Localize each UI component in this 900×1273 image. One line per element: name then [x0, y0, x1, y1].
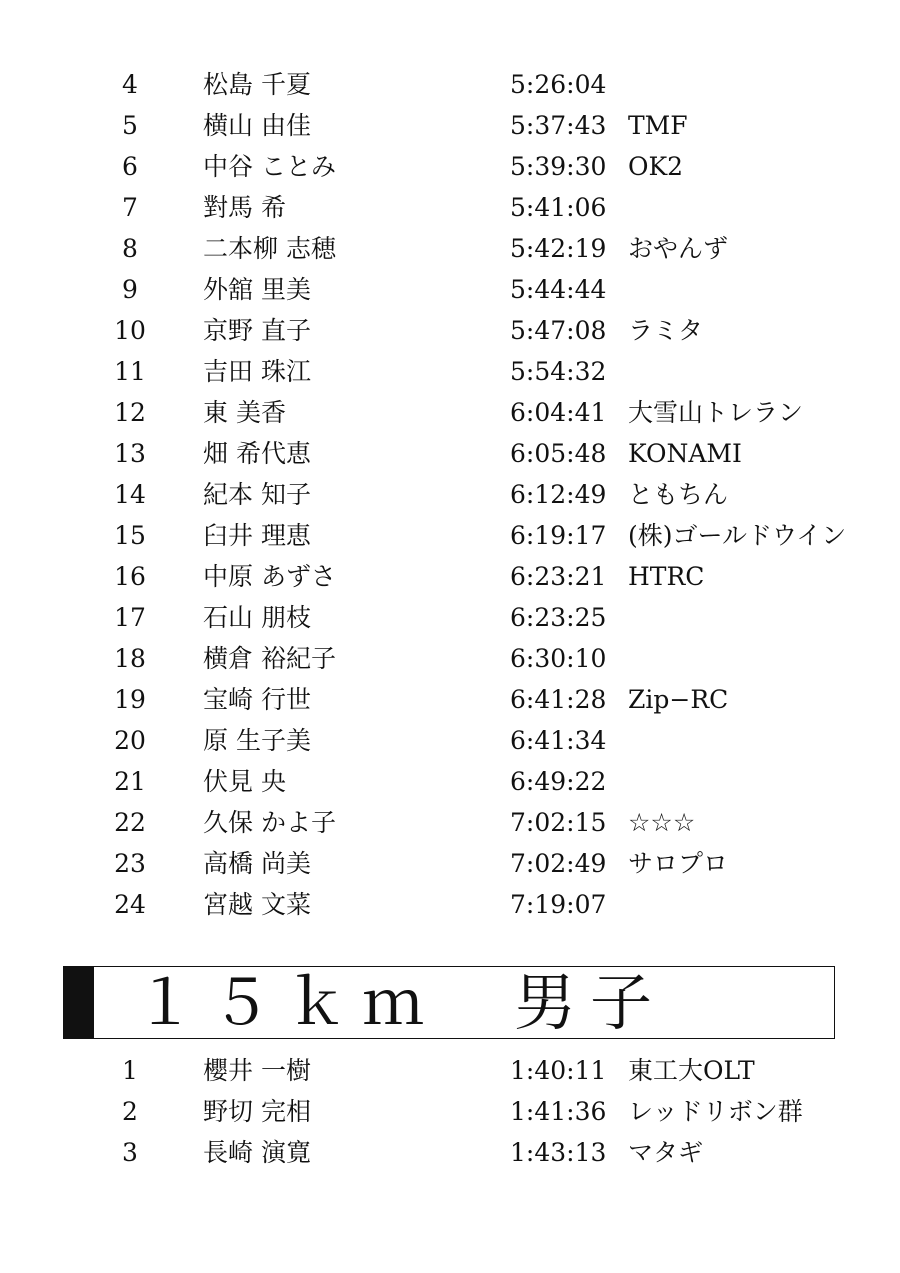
team-cell: 大雪山トレラン — [628, 398, 804, 427]
name-cell: 宝崎 行世 — [203, 685, 311, 714]
name-cell: 二本柳 志穂 — [203, 234, 336, 263]
time-cell: 6:23:25 — [510, 603, 607, 632]
time-cell: 5:47:08 — [510, 316, 607, 345]
result-row — [0, 597, 900, 638]
time-cell: 5:54:32 — [510, 357, 607, 386]
rank-cell: 21 — [114, 767, 146, 796]
result-row — [0, 638, 900, 679]
name-cell: 中谷 ことみ — [203, 152, 336, 181]
team-cell: ラミタ — [628, 316, 704, 345]
time-cell: 5:39:30 — [510, 152, 607, 181]
name-cell: 高橋 尚美 — [203, 849, 311, 878]
result-row — [0, 269, 900, 310]
rank-cell: 3 — [122, 1138, 138, 1167]
time-cell: 5:37:43 — [510, 111, 607, 140]
team-cell: KONAMI — [628, 439, 742, 468]
time-cell: 5:26:04 — [510, 70, 607, 99]
rank-cell: 5 — [122, 111, 138, 140]
name-cell: 横倉 裕紀子 — [203, 644, 336, 673]
rank-cell: 15 — [114, 521, 146, 550]
result-row — [0, 474, 900, 515]
name-cell: 原 生子美 — [203, 726, 311, 755]
team-cell: (株)ゴールドウイン — [628, 521, 847, 550]
result-row — [0, 515, 900, 556]
time-cell: 7:02:15 — [510, 808, 607, 837]
result-row — [0, 1132, 900, 1173]
team-cell: マタギ — [628, 1138, 704, 1167]
rank-cell: 4 — [122, 70, 138, 99]
name-cell: 櫻井 一樹 — [203, 1056, 311, 1085]
result-row — [0, 761, 900, 802]
rank-cell: 14 — [114, 480, 146, 509]
name-cell: 外舘 里美 — [203, 275, 311, 304]
rank-cell: 13 — [114, 439, 146, 468]
time-cell: 5:41:06 — [510, 193, 607, 222]
result-row — [0, 433, 900, 474]
rank-cell: 1 — [122, 1056, 138, 1085]
rank-cell: 11 — [114, 357, 146, 386]
rank-cell: 20 — [114, 726, 146, 755]
name-cell: 長崎 演寛 — [203, 1138, 311, 1167]
name-cell: 京野 直子 — [203, 316, 311, 345]
team-cell: Zip−RC — [628, 685, 729, 714]
team-cell: レッドリボン群 — [628, 1097, 803, 1126]
time-cell: 6:05:48 — [510, 439, 607, 468]
time-cell: 6:04:41 — [510, 398, 607, 427]
rank-cell: 17 — [114, 603, 146, 632]
team-cell: TMF — [628, 111, 688, 140]
name-cell: 久保 かよ子 — [203, 808, 336, 837]
time-cell: 6:41:34 — [510, 726, 607, 755]
team-cell: サロプロ — [628, 849, 729, 878]
name-cell: 野切 完相 — [203, 1097, 311, 1126]
time-cell: 6:23:21 — [510, 562, 607, 591]
result-row — [0, 64, 900, 105]
team-cell: HTRC — [628, 562, 705, 591]
team-cell: ☆☆☆ — [628, 808, 696, 837]
section-title: １５ｋｍ 男子 — [134, 966, 667, 1039]
result-row — [0, 187, 900, 228]
result-row — [0, 351, 900, 392]
name-cell: 吉田 珠江 — [203, 357, 311, 386]
rank-cell: 7 — [122, 193, 138, 222]
time-cell: 6:41:28 — [510, 685, 607, 714]
result-row — [0, 1091, 900, 1132]
name-cell: 紀本 知子 — [203, 480, 311, 509]
section-header — [63, 966, 835, 1039]
name-cell: 松島 千夏 — [203, 70, 311, 99]
result-row — [0, 720, 900, 761]
name-cell: 石山 朋枝 — [203, 603, 311, 632]
result-row — [0, 392, 900, 433]
result-row — [0, 884, 900, 925]
time-cell: 6:49:22 — [510, 767, 607, 796]
rank-cell: 9 — [122, 275, 138, 304]
rank-cell: 16 — [114, 562, 146, 591]
team-cell: 東工大OLT — [628, 1056, 755, 1085]
result-row — [0, 556, 900, 597]
name-cell: 對馬 希 — [203, 193, 286, 222]
name-cell: 横山 由佳 — [203, 111, 311, 140]
time-cell: 6:30:10 — [510, 644, 607, 673]
time-cell: 6:19:17 — [510, 521, 607, 550]
time-cell: 7:19:07 — [510, 890, 607, 919]
rank-cell: 6 — [122, 152, 138, 181]
men-results-list — [0, 1050, 900, 1173]
name-cell: 臼井 理恵 — [203, 521, 311, 550]
name-cell: 宮越 文菜 — [203, 890, 311, 919]
time-cell: 6:12:49 — [510, 480, 607, 509]
rank-cell: 8 — [122, 234, 138, 263]
women-results-list — [0, 64, 900, 925]
time-cell: 1:41:36 — [510, 1097, 607, 1126]
rank-cell: 22 — [114, 808, 146, 837]
result-row — [0, 843, 900, 884]
rank-cell: 23 — [114, 849, 146, 878]
name-cell: 畑 希代恵 — [203, 439, 311, 468]
rank-cell: 10 — [114, 316, 146, 345]
name-cell: 伏見 央 — [203, 767, 286, 796]
section-header-bar — [64, 967, 94, 1038]
time-cell: 1:43:13 — [510, 1138, 607, 1167]
team-cell: OK2 — [628, 152, 684, 181]
time-cell: 5:42:19 — [510, 234, 607, 263]
result-row — [0, 146, 900, 187]
rank-cell: 12 — [114, 398, 146, 427]
team-cell: ともちん — [628, 480, 729, 509]
result-row — [0, 802, 900, 843]
name-cell: 東 美香 — [203, 398, 286, 427]
time-cell: 5:44:44 — [510, 275, 607, 304]
time-cell: 1:40:11 — [510, 1056, 607, 1085]
rank-cell: 2 — [122, 1097, 138, 1126]
name-cell: 中原 あずさ — [203, 562, 336, 591]
team-cell: おやんず — [628, 234, 729, 263]
result-row — [0, 105, 900, 146]
rank-cell: 18 — [114, 644, 146, 673]
result-row — [0, 228, 900, 269]
rank-cell: 19 — [114, 685, 146, 714]
result-row — [0, 679, 900, 720]
time-cell: 7:02:49 — [510, 849, 607, 878]
result-row — [0, 310, 900, 351]
rank-cell: 24 — [114, 890, 146, 919]
result-row — [0, 1050, 900, 1091]
